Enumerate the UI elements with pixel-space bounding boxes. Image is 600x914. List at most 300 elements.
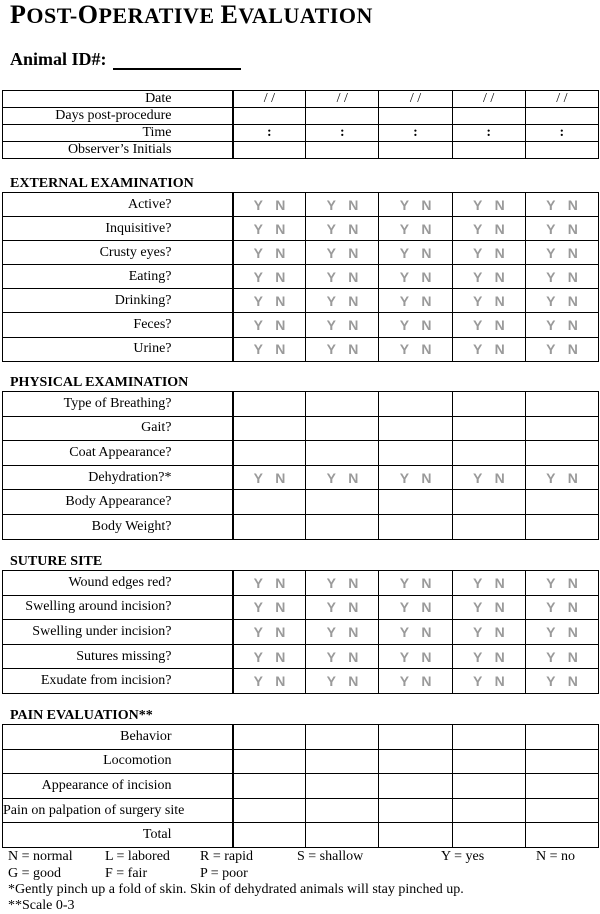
- yes-no-cell[interactable]: [379, 313, 452, 337]
- yes-option[interactable]: Y: [399, 469, 410, 486]
- entry-cell[interactable]: [452, 823, 525, 848]
- yes-option[interactable]: Y: [326, 341, 336, 358]
- yes-no-cell[interactable]: [525, 217, 598, 241]
- yes-no-cell[interactable]: [306, 571, 379, 596]
- physical-row: [3, 490, 599, 515]
- yes-no-cell[interactable]: [233, 595, 306, 620]
- legend-l-labored: L = labored: [105, 849, 170, 864]
- header-entry-cell[interactable]: [233, 108, 306, 125]
- no-option[interactable]: N: [348, 220, 359, 237]
- yes-no-cell[interactable]: [379, 193, 452, 217]
- yes-option[interactable]: Y: [399, 599, 410, 616]
- yes-option[interactable]: Y: [399, 341, 410, 358]
- yes-no-cell[interactable]: [452, 644, 525, 669]
- yes-option[interactable]: Y: [472, 648, 483, 665]
- yes-option[interactable]: Y: [399, 196, 410, 213]
- yes-no-cell[interactable]: [306, 313, 379, 337]
- header-entry-cell[interactable]: [452, 108, 525, 125]
- yes-option[interactable]: Y: [399, 673, 410, 690]
- yes-no-cell[interactable]: [233, 313, 306, 337]
- yes-option[interactable]: Y: [472, 220, 483, 237]
- yes-no-cell[interactable]: [306, 241, 379, 265]
- yes-no-cell[interactable]: [525, 337, 598, 361]
- no-option[interactable]: N: [494, 292, 505, 309]
- entry-cell[interactable]: [379, 490, 452, 515]
- entry-cell[interactable]: [379, 749, 452, 774]
- no-option[interactable]: N: [567, 341, 578, 358]
- physical-row: [3, 465, 599, 490]
- entry-cell[interactable]: [452, 725, 525, 750]
- entry-cell[interactable]: [525, 416, 598, 441]
- no-option[interactable]: N: [421, 244, 432, 261]
- entry-cell[interactable]: [379, 725, 452, 750]
- no-option[interactable]: N: [494, 268, 505, 285]
- yes-option[interactable]: Y: [253, 341, 264, 358]
- pain-row: [3, 798, 599, 823]
- yes-option[interactable]: Y: [326, 673, 336, 690]
- no-option[interactable]: N: [494, 196, 505, 213]
- yes-option[interactable]: Y: [399, 574, 410, 591]
- yes-option[interactable]: Y: [253, 268, 264, 285]
- yes-option[interactable]: Y: [326, 317, 336, 334]
- entry-cell[interactable]: [525, 823, 598, 848]
- yes-option[interactable]: Y: [472, 623, 483, 640]
- entry-cell[interactable]: [306, 392, 379, 417]
- yes-option[interactable]: Y: [472, 244, 483, 261]
- entry-cell[interactable]: [379, 798, 452, 823]
- entry-cell[interactable]: [452, 514, 525, 539]
- physical-examination-table: [2, 391, 599, 540]
- physical-row-label: Coat Appearance?: [3, 441, 233, 466]
- yes-option[interactable]: Y: [472, 317, 483, 334]
- no-option[interactable]: N: [494, 673, 505, 690]
- entry-cell[interactable]: [233, 774, 306, 799]
- yes-no-cell[interactable]: [233, 620, 306, 645]
- yes-option[interactable]: Y: [472, 599, 483, 616]
- yes-option[interactable]: Y: [546, 574, 556, 591]
- yes-option[interactable]: Y: [399, 220, 410, 237]
- yes-no-cell[interactable]: [379, 337, 452, 361]
- external-row-label: Inquisitive?: [3, 217, 233, 241]
- no-option[interactable]: N: [348, 244, 359, 261]
- yes-option[interactable]: Y: [326, 574, 336, 591]
- yes-option[interactable]: Y: [472, 469, 483, 486]
- no-option[interactable]: N: [275, 574, 286, 591]
- no-option[interactable]: N: [348, 469, 359, 486]
- header-row: [3, 125, 599, 142]
- no-option[interactable]: N: [567, 244, 578, 261]
- no-option[interactable]: N: [421, 673, 432, 690]
- yes-no-cell[interactable]: [306, 669, 379, 694]
- entry-cell[interactable]: [525, 392, 598, 417]
- yes-no-cell[interactable]: [379, 289, 452, 313]
- header-entry-cell[interactable]: :: [306, 125, 379, 142]
- entry-cell[interactable]: [379, 441, 452, 466]
- yes-option[interactable]: Y: [253, 673, 264, 690]
- no-option[interactable]: N: [567, 673, 578, 690]
- yes-no-cell[interactable]: [525, 313, 598, 337]
- yes-option[interactable]: Y: [546, 317, 556, 334]
- entry-cell[interactable]: [525, 725, 598, 750]
- no-option[interactable]: N: [421, 268, 432, 285]
- entry-cell[interactable]: [525, 749, 598, 774]
- yes-option[interactable]: Y: [326, 469, 336, 486]
- no-option[interactable]: N: [275, 673, 286, 690]
- no-option[interactable]: N: [275, 317, 286, 334]
- yes-no-cell[interactable]: [306, 620, 379, 645]
- physical-row: [3, 441, 599, 466]
- entry-cell[interactable]: [233, 490, 306, 515]
- no-option[interactable]: N: [275, 599, 286, 616]
- entry-cell[interactable]: [379, 514, 452, 539]
- yes-option[interactable]: Y: [546, 673, 556, 690]
- no-option[interactable]: N: [348, 574, 359, 591]
- entry-cell[interactable]: [452, 774, 525, 799]
- yes-option[interactable]: Y: [326, 220, 336, 237]
- yes-no-cell[interactable]: [233, 265, 306, 289]
- yes-no-cell[interactable]: [525, 289, 598, 313]
- yes-no-cell[interactable]: [452, 595, 525, 620]
- yes-option[interactable]: Y: [399, 292, 410, 309]
- yes-option[interactable]: Y: [472, 574, 483, 591]
- no-option[interactable]: N: [421, 317, 432, 334]
- header-entry-cell[interactable]: [452, 142, 525, 159]
- yes-option[interactable]: Y: [546, 341, 556, 358]
- external-row: [3, 193, 599, 217]
- yes-no-cell[interactable]: [379, 265, 452, 289]
- header-entry-cell[interactable]: :: [379, 125, 452, 142]
- yes-no-cell[interactable]: [306, 193, 379, 217]
- entry-cell[interactable]: [306, 725, 379, 750]
- no-option[interactable]: N: [348, 196, 359, 213]
- no-option[interactable]: N: [348, 268, 359, 285]
- no-option[interactable]: N: [348, 341, 359, 358]
- header-row: [3, 108, 599, 125]
- entry-cell[interactable]: [379, 823, 452, 848]
- yes-option[interactable]: Y: [472, 341, 483, 358]
- yes-option[interactable]: Y: [326, 623, 336, 640]
- yes-no-cell[interactable]: [306, 217, 379, 241]
- yes-no-cell[interactable]: [233, 465, 306, 490]
- header-entry-cell[interactable]: / /: [379, 91, 452, 108]
- yes-no-cell[interactable]: [452, 669, 525, 694]
- entry-cell[interactable]: [306, 774, 379, 799]
- yes-no-cell[interactable]: [525, 265, 598, 289]
- yes-no-cell[interactable]: [379, 595, 452, 620]
- no-option[interactable]: N: [421, 220, 432, 237]
- physical-row-label: Type of Breathing?: [3, 392, 233, 417]
- yes-no-cell[interactable]: [379, 644, 452, 669]
- header-entry-cell[interactable]: [379, 142, 452, 159]
- header-entry-cell[interactable]: [306, 142, 379, 159]
- entry-cell[interactable]: [306, 441, 379, 466]
- header-entry-cell[interactable]: / /: [452, 91, 525, 108]
- yes-no-cell[interactable]: [306, 265, 379, 289]
- physical-row-label: Gait?: [3, 416, 233, 441]
- yes-no-cell[interactable]: [452, 620, 525, 645]
- no-option[interactable]: N: [421, 599, 432, 616]
- yes-no-cell[interactable]: [452, 465, 525, 490]
- yes-no-cell[interactable]: [233, 644, 306, 669]
- entry-cell[interactable]: [452, 392, 525, 417]
- header-entry-cell[interactable]: / /: [525, 91, 598, 108]
- header-entry-cell[interactable]: [525, 108, 598, 125]
- entry-cell[interactable]: [306, 749, 379, 774]
- header-entry-cell[interactable]: / /: [306, 91, 379, 108]
- entry-cell[interactable]: [525, 441, 598, 466]
- entry-cell[interactable]: [452, 490, 525, 515]
- no-option[interactable]: N: [348, 292, 359, 309]
- yes-option[interactable]: Y: [253, 220, 264, 237]
- yes-option[interactable]: Y: [472, 673, 483, 690]
- yes-option[interactable]: Y: [253, 196, 264, 213]
- no-option[interactable]: N: [567, 599, 578, 616]
- yes-no-cell[interactable]: [233, 337, 306, 361]
- yes-option[interactable]: Y: [253, 292, 264, 309]
- yes-option[interactable]: Y: [253, 244, 264, 261]
- entry-cell[interactable]: [233, 441, 306, 466]
- yes-no-cell[interactable]: [379, 241, 452, 265]
- header-entry-cell[interactable]: / /: [233, 91, 306, 108]
- suture-row: [3, 571, 599, 596]
- pain-row: [3, 823, 599, 848]
- yes-no-cell[interactable]: [452, 193, 525, 217]
- no-option[interactable]: N: [275, 623, 286, 640]
- yes-no-cell[interactable]: [306, 595, 379, 620]
- yes-no-cell[interactable]: [233, 241, 306, 265]
- no-option[interactable]: N: [494, 574, 505, 591]
- yes-no-cell[interactable]: [233, 289, 306, 313]
- entry-cell[interactable]: [233, 823, 306, 848]
- form-title: POST-OPERATIVE EVALUATION: [10, 0, 373, 29]
- yes-no-cell[interactable]: [306, 465, 379, 490]
- suture-row: [3, 620, 599, 645]
- header-entry-cell[interactable]: [306, 108, 379, 125]
- header-entry-cell[interactable]: [233, 142, 306, 159]
- no-option[interactable]: N: [421, 292, 432, 309]
- yes-no-cell[interactable]: [379, 620, 452, 645]
- yes-no-cell[interactable]: [233, 217, 306, 241]
- entry-cell[interactable]: [306, 823, 379, 848]
- yes-no-cell[interactable]: [306, 337, 379, 361]
- no-option[interactable]: N: [275, 469, 286, 486]
- pain-row: [3, 749, 599, 774]
- entry-cell[interactable]: [525, 774, 598, 799]
- yes-no-cell[interactable]: [379, 217, 452, 241]
- entry-cell[interactable]: [525, 490, 598, 515]
- yes-option[interactable]: Y: [546, 292, 556, 309]
- yes-no-cell[interactable]: [525, 241, 598, 265]
- external-row: [3, 289, 599, 313]
- no-option[interactable]: N: [275, 341, 286, 358]
- no-option[interactable]: N: [567, 574, 578, 591]
- no-option[interactable]: N: [567, 220, 578, 237]
- yes-option[interactable]: Y: [546, 196, 556, 213]
- no-option[interactable]: N: [567, 469, 578, 486]
- entry-cell[interactable]: [233, 725, 306, 750]
- yes-option[interactable]: Y: [546, 469, 556, 486]
- yes-option[interactable]: Y: [546, 623, 556, 640]
- entry-cell[interactable]: [379, 774, 452, 799]
- entry-cell[interactable]: [233, 514, 306, 539]
- yes-no-cell[interactable]: [306, 644, 379, 669]
- pain-row-label: Behavior: [3, 725, 233, 750]
- no-option[interactable]: N: [348, 599, 359, 616]
- yes-no-cell[interactable]: [525, 465, 598, 490]
- entry-cell[interactable]: [306, 416, 379, 441]
- pain-evaluation-table: [2, 724, 599, 848]
- no-option[interactable]: N: [567, 648, 578, 665]
- yes-no-cell[interactable]: [525, 644, 598, 669]
- yes-option[interactable]: Y: [546, 244, 556, 261]
- yes-no-cell[interactable]: [452, 241, 525, 265]
- yes-option[interactable]: Y: [546, 648, 556, 665]
- yes-option[interactable]: Y: [399, 623, 410, 640]
- entry-cell[interactable]: [452, 416, 525, 441]
- yes-option[interactable]: Y: [326, 268, 336, 285]
- yes-option[interactable]: Y: [326, 648, 336, 665]
- yes-no-cell[interactable]: [525, 669, 598, 694]
- yes-option[interactable]: Y: [253, 648, 264, 665]
- no-option[interactable]: N: [421, 574, 432, 591]
- yes-option[interactable]: Y: [399, 268, 410, 285]
- entry-cell[interactable]: [306, 514, 379, 539]
- entry-cell[interactable]: [233, 798, 306, 823]
- no-option[interactable]: N: [348, 317, 359, 334]
- yes-no-cell[interactable]: [452, 265, 525, 289]
- yes-option[interactable]: Y: [399, 244, 410, 261]
- yes-option[interactable]: Y: [326, 599, 336, 616]
- suture-row: [3, 595, 599, 620]
- no-option[interactable]: N: [567, 292, 578, 309]
- suture-row-label: Wound edges red?: [3, 571, 233, 596]
- no-option[interactable]: N: [348, 623, 359, 640]
- external-examination-heading: EXTERNAL EXAMINATION: [10, 176, 194, 191]
- external-row: [3, 241, 599, 265]
- yes-no-cell[interactable]: [233, 571, 306, 596]
- pain-row-label: Pain on palpation of surgery site: [3, 798, 233, 823]
- no-option[interactable]: N: [421, 341, 432, 358]
- yes-option[interactable]: Y: [326, 292, 336, 309]
- yes-no-cell[interactable]: [379, 465, 452, 490]
- yes-option[interactable]: Y: [253, 623, 264, 640]
- yes-no-cell[interactable]: [452, 337, 525, 361]
- animal-id-blank[interactable]: [113, 50, 241, 70]
- no-option[interactable]: N: [275, 292, 286, 309]
- physical-row: [3, 392, 599, 417]
- entry-cell[interactable]: [525, 798, 598, 823]
- no-option[interactable]: N: [494, 341, 505, 358]
- yes-no-cell[interactable]: [379, 669, 452, 694]
- entry-cell[interactable]: [233, 416, 306, 441]
- no-option[interactable]: N: [275, 244, 286, 261]
- entry-cell[interactable]: [379, 416, 452, 441]
- entry-cell[interactable]: [306, 490, 379, 515]
- yes-option[interactable]: Y: [253, 317, 264, 334]
- entry-cell[interactable]: [452, 749, 525, 774]
- yes-no-cell[interactable]: [525, 193, 598, 217]
- yes-no-cell[interactable]: [379, 571, 452, 596]
- yes-no-cell[interactable]: [452, 571, 525, 596]
- entry-cell[interactable]: [452, 441, 525, 466]
- no-option[interactable]: N: [348, 648, 359, 665]
- yes-option[interactable]: Y: [472, 268, 483, 285]
- no-option[interactable]: N: [494, 623, 505, 640]
- entry-cell[interactable]: [233, 749, 306, 774]
- yes-option[interactable]: Y: [253, 574, 264, 591]
- yes-option[interactable]: Y: [253, 599, 264, 616]
- yes-no-cell[interactable]: [452, 217, 525, 241]
- yes-option[interactable]: Y: [472, 196, 483, 213]
- no-option[interactable]: N: [494, 648, 505, 665]
- pain-row-label: Locomotion: [3, 749, 233, 774]
- yes-option[interactable]: Y: [326, 244, 336, 261]
- external-row-label: Active?: [3, 193, 233, 217]
- yes-no-cell[interactable]: [306, 289, 379, 313]
- no-option[interactable]: N: [421, 196, 432, 213]
- yes-no-cell[interactable]: [525, 620, 598, 645]
- entry-cell[interactable]: [452, 798, 525, 823]
- no-option[interactable]: N: [275, 648, 286, 665]
- no-option[interactable]: N: [494, 469, 505, 486]
- entry-cell[interactable]: [306, 798, 379, 823]
- external-row: [3, 337, 599, 361]
- no-option[interactable]: N: [275, 220, 286, 237]
- no-option[interactable]: N: [421, 648, 432, 665]
- no-option[interactable]: N: [567, 317, 578, 334]
- yes-option[interactable]: Y: [546, 599, 556, 616]
- yes-no-cell[interactable]: [525, 595, 598, 620]
- no-option[interactable]: N: [567, 268, 578, 285]
- yes-no-cell[interactable]: [452, 313, 525, 337]
- yes-option[interactable]: Y: [399, 648, 410, 665]
- no-option[interactable]: N: [421, 469, 432, 486]
- header-entry-cell[interactable]: :: [525, 125, 598, 142]
- no-option[interactable]: N: [567, 623, 578, 640]
- yes-option[interactable]: Y: [546, 268, 556, 285]
- header-entry-cell[interactable]: [525, 142, 598, 159]
- yes-no-cell[interactable]: [233, 669, 306, 694]
- header-entry-cell[interactable]: [379, 108, 452, 125]
- yes-option[interactable]: Y: [399, 317, 410, 334]
- entry-cell[interactable]: [525, 514, 598, 539]
- pain-row: [3, 774, 599, 799]
- header-entry-cell[interactable]: :: [452, 125, 525, 142]
- entry-cell[interactable]: [379, 392, 452, 417]
- no-option[interactable]: N: [494, 599, 505, 616]
- yes-no-cell[interactable]: [452, 289, 525, 313]
- external-row-label: Drinking?: [3, 289, 233, 313]
- no-option[interactable]: N: [421, 623, 432, 640]
- entry-cell[interactable]: [233, 392, 306, 417]
- no-option[interactable]: N: [275, 196, 286, 213]
- no-option[interactable]: N: [494, 317, 505, 334]
- yes-option[interactable]: Y: [253, 469, 264, 486]
- no-option[interactable]: N: [348, 673, 359, 690]
- pain-row: [3, 725, 599, 750]
- header-entry-cell[interactable]: :: [233, 125, 306, 142]
- no-option[interactable]: N: [494, 244, 505, 261]
- yes-option[interactable]: Y: [546, 220, 556, 237]
- no-option[interactable]: N: [494, 220, 505, 237]
- yes-no-cell[interactable]: [233, 193, 306, 217]
- yes-option[interactable]: Y: [326, 196, 336, 213]
- yes-no-cell[interactable]: [525, 571, 598, 596]
- no-option[interactable]: N: [275, 268, 286, 285]
- header-table: [2, 90, 599, 159]
- no-option[interactable]: N: [567, 196, 578, 213]
- yes-option[interactable]: Y: [472, 292, 483, 309]
